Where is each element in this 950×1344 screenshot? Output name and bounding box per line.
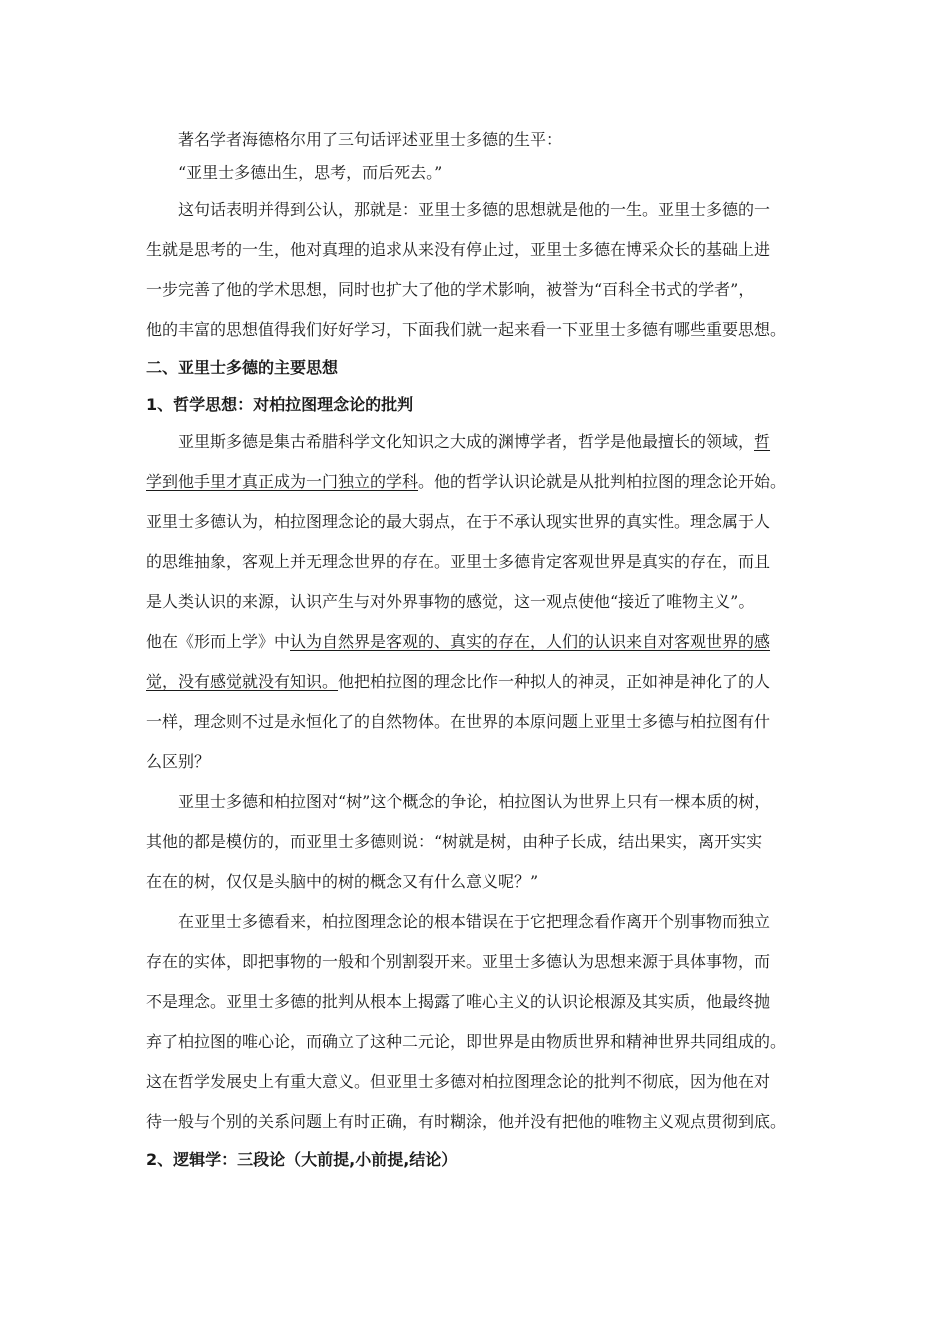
philosophy-paragraph-line-4: 的思维抽象，客观上并无理念世界的存在。亚里士多德肯定客观世界是真实的存在，而且	[146, 552, 771, 571]
tree-paragraph-line-2: 其他的都是模仿的，而亚里士多德则说：“树就是树，由种子长成，结出果实，离开实实	[146, 832, 763, 851]
tree-paragraph-line-3: 在在的树，仅仅是头脑中的树的概念又有什么意义呢？”	[146, 872, 539, 891]
critique-paragraph-line-6: 待一般与个别的关系问题上有时正确，有时糊涂，他并没有把他的唯物主义观点贯彻到底。	[146, 1112, 787, 1131]
philosophy-paragraph-line-7: 觉，没有感觉就没有知识。他把柏拉图的理念比作一种拟人的神灵，正如神是神化了的人	[146, 672, 771, 691]
philosophy-paragraph-line-5: 是人类认识的来源，认识产生与对外界事物的感觉，这一观点使他“接近了唯物主义”。	[146, 592, 755, 611]
philosophy-paragraph-line-3: 亚里士多德认为，柏拉图理念论的最大弱点，在于不承认现实世界的真实性。理念属于人	[146, 512, 771, 531]
philosophy-paragraph-line-6: 他在《形而上学》中认为自然界是客观的、真实的存在，人们的认识来自对客观世界的感	[146, 632, 771, 651]
underlined-text: 学到他手里才真正成为一门独立的学科	[146, 472, 419, 491]
critique-paragraph-line-3: 不是理念。亚里士多德的批判从根本上揭露了唯心主义的认识论根源及其实质，他最终抛	[146, 992, 771, 1011]
underlined-text: 认为自然界是客观的、真实的存在，人们的认识来自对客观世界的感	[290, 632, 771, 651]
critique-paragraph-line-5: 这在哲学发展史上有重大意义。但亚里士多德对柏拉图理念论的批判不彻底，因为他在对	[146, 1072, 771, 1091]
philosophy-paragraph-line-8: 一样，理念则不过是永恒化了的自然物体。在世界的本原问题上亚里士多德与柏拉图有什	[146, 712, 771, 731]
intro-paragraph-1: 著名学者海德格尔用了三句话评述亚里士多德的生平：	[178, 130, 563, 149]
intro-paragraph-2-line-4: 他的丰富的思想值得我们好好学习，下面我们就一起来看一下亚里士多德有哪些重要思想。	[146, 320, 787, 339]
philosophy-paragraph-line-1: 亚里斯多德是集古希腊科学文化知识之大成的渊博学者，哲学是他最擅长的领域，哲	[178, 432, 771, 451]
underlined-text: 觉，没有感觉就没有知识。	[146, 672, 339, 691]
intro-paragraph-2-line-1: 这句话表明并得到公认，那就是：亚里士多德的思想就是他的一生。亚里士多德的一	[178, 200, 771, 219]
philosophy-paragraph-line-2: 学到他手里才真正成为一门独立的学科。他的哲学认识论就是从批判柏拉图的理念论开始。	[146, 472, 787, 491]
philosophy-paragraph-line-9: 么区别？	[146, 752, 211, 771]
critique-paragraph-line-2: 存在的实体，即把事物的一般和个别割裂开来。亚里士多德认为思想来源于具体事物，而	[146, 952, 771, 971]
subsection-heading-philosophy: 1、哲学思想：对柏拉图理念论的批判	[146, 395, 414, 414]
critique-paragraph-line-1: 在亚里士多德看来，柏拉图理念论的根本错误在于它把理念看作离开个别事物而独立	[178, 912, 771, 931]
section-heading: 二、亚里士多德的主要思想	[146, 358, 339, 377]
intro-paragraph-2-line-3: 一步完善了他的学术思想，同时也扩大了他的学术影响，被誉为“百科全书式的学者”，	[146, 280, 755, 299]
tree-paragraph-line-1: 亚里士多德和柏拉图对“树”这个概念的争论，柏拉图认为世界上只有一棵本质的树，	[178, 792, 771, 811]
heidegger-quote: “亚里士多德出生，思考，而后死去。”	[178, 163, 443, 182]
critique-paragraph-line-4: 弃了柏拉图的唯心论，而确立了这种二元论，即世界是由物质世界和精神世界共同组成的。	[146, 1032, 787, 1051]
underlined-text: 哲	[754, 432, 771, 451]
subsection-heading-logic: 2、逻辑学：三段论（大前提,小前提,结论）	[146, 1150, 458, 1169]
intro-paragraph-2-line-2: 生就是思考的一生，他对真理的追求从来没有停止过，亚里士多德在博采众长的基础上进	[146, 240, 771, 259]
